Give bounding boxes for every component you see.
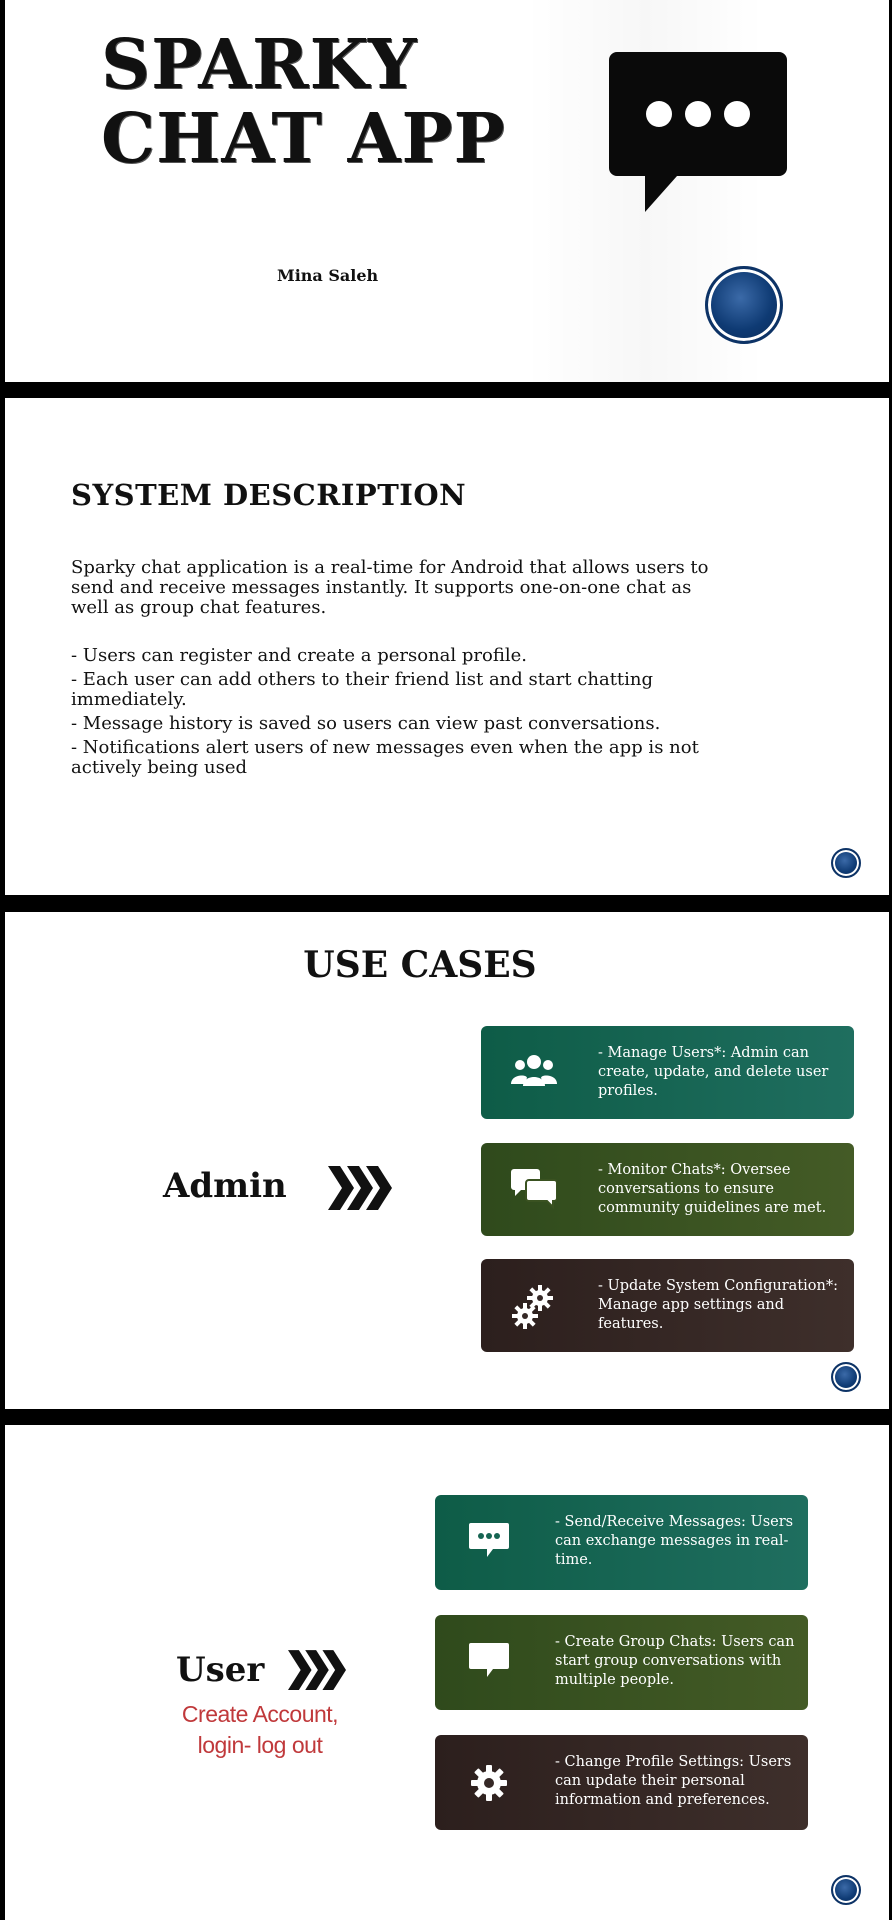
use-case-card (435, 1735, 808, 1830)
admin-use-cases-slide (5, 912, 889, 1409)
use-case-card (435, 1615, 808, 1710)
note-text (165, 1699, 355, 1761)
card-text: - Monitor Chats*: Oversee conversations to ensure community guidelines are met. (598, 1162, 827, 1216)
gear-icon (469, 1763, 509, 1803)
feature-list (71, 646, 721, 782)
message-dots-icon (469, 1523, 509, 1559)
gears-icon (511, 1285, 557, 1329)
use-case-card (435, 1495, 808, 1590)
card-text: - Create Group Chats: Users can start group conversations with multiple people. (555, 1634, 795, 1688)
actor-label: Admin (163, 1166, 287, 1206)
note-line: Create Account, (181, 1701, 339, 1727)
card-text: - Manage Users*: Admin can create, update, and delete user profiles. (598, 1045, 829, 1099)
speech-bubble-icon (609, 52, 787, 212)
list-item: - Message history is saved so users can view past conversations. (71, 713, 661, 734)
author-name: Mina Saleh (277, 266, 379, 285)
seal-logo-icon (705, 266, 783, 344)
list-item: - Each user can add others to their friend list and start chatting immediately. (71, 669, 654, 710)
seal-logo-icon (831, 1875, 861, 1905)
triple-chevron-icon (288, 1650, 346, 1690)
triple-chevron-icon (328, 1166, 392, 1210)
seal-logo-icon (831, 1362, 861, 1392)
note-line: login- log out (197, 1732, 323, 1758)
card-text: - Update System Configuration*: Manage app settings and features. (598, 1278, 838, 1332)
seal-logo-icon (831, 848, 861, 878)
system-description-slide (5, 398, 889, 895)
title-slide (5, 0, 889, 382)
app-title: SPARKY CHAT APP (101, 25, 506, 179)
section-title: USE CASES (303, 944, 537, 986)
use-case-card (481, 1259, 854, 1352)
chat-bubbles-icon (511, 1169, 557, 1209)
card-text: - Send/Receive Messages: Users can exchange messages in real-time. (555, 1514, 794, 1568)
use-case-card (481, 1026, 854, 1119)
users-icon (511, 1052, 557, 1092)
card-text: - Change Profile Settings: Users can update their personal information and preferences. (555, 1754, 792, 1808)
section-title: SYSTEM DESCRIPTION (71, 478, 467, 512)
user-use-cases-slide (5, 1425, 889, 1920)
actor-label: User (176, 1650, 265, 1690)
use-case-card (481, 1143, 854, 1236)
list-item: - Notifications alert users of new messages even when the app is not actively being used (71, 737, 699, 778)
description-paragraph: Sparky chat application is a real-time for Android that allows users to send and receive messages instantly. It supports one-on-one chat as well as group chat features. (71, 557, 709, 618)
chat-bubble-icon (469, 1643, 509, 1679)
list-item: - Users can register and create a personal profile. (71, 645, 527, 666)
